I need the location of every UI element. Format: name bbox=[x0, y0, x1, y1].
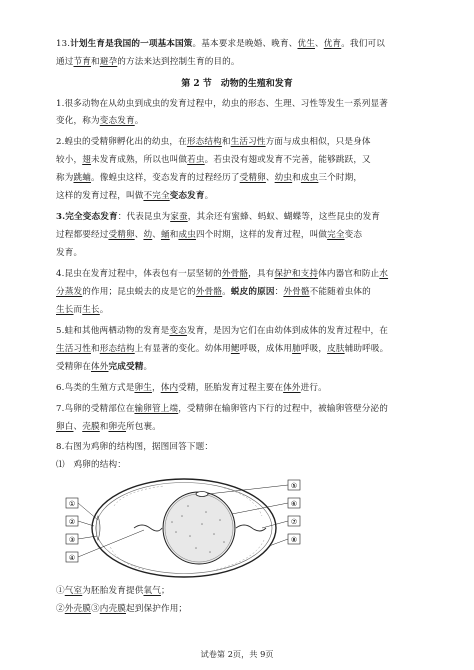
label-5: ⑤ bbox=[290, 482, 298, 490]
label-3: ③ bbox=[68, 536, 76, 544]
label-2: ② bbox=[68, 518, 76, 526]
answer-line-2: ②外壳膜③内壳膜起到保护作用； bbox=[56, 604, 188, 614]
paragraph-1-line1: 1.很多动物在从幼虫到成虫的发育过程中，幼虫的形态、生理、习性等发生一系列显著 bbox=[56, 99, 389, 109]
paragraph-13-line1: 13.计划生育是我国的一项基本国策。基本要求是晚婚、晚育、优生、优育。我们可以 bbox=[56, 39, 385, 49]
paragraph-3-line3: 发育。 bbox=[56, 248, 83, 258]
question-1-label: ⑴ 鸡卵的结构： bbox=[56, 460, 126, 470]
section-title: 第 2 节 动物的生殖和发育 bbox=[181, 79, 293, 89]
paragraph-2-line1: 2.蝗虫的受精卵孵化出的幼虫，在形态结构和生活习性方面与成虫相似，只是身体 bbox=[56, 137, 371, 147]
label-1: ① bbox=[68, 500, 76, 508]
paragraph-4-line2: 分蒸发的作用；昆虫蜕去的皮是它的外骨骼。蜕皮的原因：外骨骼不能随着虫体的 bbox=[56, 287, 371, 297]
paragraph-4-line1: 4.昆虫在发育过程中，体表包有一层坚韧的外骨骼，具有保护和支持体内器官和防止水 bbox=[56, 269, 389, 279]
paragraph-5-line1: 5.蛙和其他两栖动物的发育是变态发育，是因为它们在由幼体到成体的发育过程中，在 bbox=[56, 326, 389, 336]
page-footer: 试卷第 2页，共 9页 bbox=[200, 649, 274, 659]
paragraph-7-line1: 7.鸟卵的受精部位在输卵管上端，受精卵在输卵管内下行的过程中，被输卵管壁分泌的 bbox=[56, 404, 389, 414]
paragraph-13-line2: 通过节育和避孕的方法来达到控制生育的目的。 bbox=[56, 57, 240, 67]
label-4: ④ bbox=[68, 554, 76, 562]
egg-structure-diagram bbox=[64, 476, 304, 580]
paragraph-6-line1: 6.鸟类的生殖方式是卵生，体内受精，胚胎发育过程主要在体外进行。 bbox=[56, 383, 327, 393]
label-6: ⑥ bbox=[290, 500, 298, 508]
paragraph-5-line2: 生活习性和形态结构上有显著的变化。幼体用鳃呼吸，成体用肺呼吸，皮肤辅助呼吸。 bbox=[56, 344, 389, 354]
yolk bbox=[163, 492, 235, 564]
paragraph-2-line2: 较小，翅未发育成熟，所以也叫做若虫。若虫没有翅或发育不完善，能够跳跃，又 bbox=[56, 155, 371, 165]
label-7: ⑦ bbox=[290, 518, 298, 526]
paragraph-2-line3: 称为跳蝻。像蝗虫这样，变态发育的过程经历了受精卵、幼虫和成虫三个时期， bbox=[56, 173, 363, 183]
paragraph-4-line3: 生长而生长。 bbox=[56, 305, 109, 315]
paragraph-7-line2: 卵白、壳膜和卵壳所包裹。 bbox=[56, 422, 161, 432]
paragraph-3-line2: 过程都要经过受精卵、幼、蛹和成虫四个时期，这样的发育过程，叫做完全变态 bbox=[56, 230, 363, 240]
paragraph-5-line3: 受精卵在体外完成受精。 bbox=[56, 362, 153, 372]
germinal-disc bbox=[196, 492, 208, 497]
paragraph-2-line4: 这样的发育过程，叫做不完全变态发育。 bbox=[56, 191, 214, 201]
answer-line-1: ①气室为胚胎发育提供氧气； bbox=[56, 586, 170, 596]
paragraph-8-line1: 8.右图为鸡卵的结构图，据图回答下题： bbox=[56, 442, 214, 452]
paragraph-1-line2: 变化，称为变态发育。 bbox=[56, 116, 144, 126]
paragraph-3-line1: 3.完全变态发育：代表昆虫为家蚕，其余还有蜜蜂、蚂蚁、蝴蝶等，这些昆虫的发育 bbox=[56, 212, 381, 222]
label-8: ⑧ bbox=[290, 536, 298, 544]
